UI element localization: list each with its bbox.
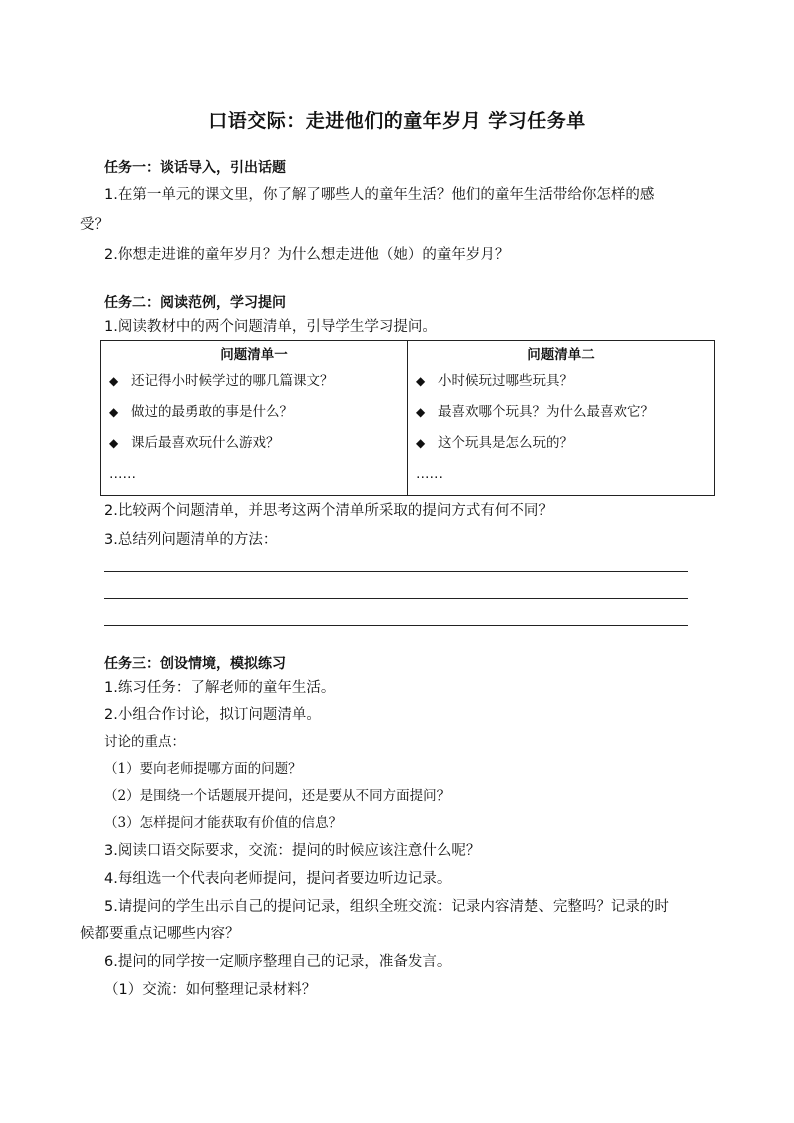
- answer-blank-line[interactable]: [104, 571, 688, 572]
- task3-item5-line2: 候都要重点记哪些内容？: [80, 926, 240, 942]
- task1-heading: 任务一：谈话导入，引出话题: [104, 160, 286, 176]
- answer-blank-line[interactable]: [104, 625, 688, 626]
- question-list-two-title: 问题清单二: [408, 341, 715, 370]
- task3-item1: 1.练习任务：了解老师的童年生活。: [104, 680, 336, 696]
- task3-item3: 3.阅读口语交际要求，交流：提问的时候应该注意什么呢？: [104, 843, 481, 859]
- question-list-two: [408, 369, 715, 496]
- task1-question1-line2: 受？: [80, 217, 109, 233]
- task2-heading: 任务二：阅读范例，学习提问: [104, 295, 286, 311]
- task3-item2: 2.小组合作讨论，拟订问题清单。: [104, 707, 321, 723]
- question-list-one-title: 问题清单一: [101, 341, 408, 370]
- list-item: ◆ 课后最喜欢玩什么游戏？: [101, 431, 407, 462]
- task3-focus-label: 讨论的重点：: [104, 734, 185, 750]
- diamond-bullet-icon: ◆: [109, 374, 119, 388]
- task2-item3: 3.总结列问题清单的方法：: [104, 532, 278, 548]
- task2-item2: 2.比较两个问题清单，并思考这两个清单所采取的提问方式有何不同？: [104, 503, 553, 519]
- diamond-bullet-icon: ◆: [109, 405, 119, 419]
- question-list-table: [100, 340, 715, 496]
- task3-heading: 任务三：创设情境，模拟练习: [104, 656, 286, 672]
- task1-question2: 2.你想走进谁的童年岁月？为什么想走进他（她）的童年岁月？: [104, 247, 510, 263]
- list-item: ◆ 做过的最勇敢的事是什么？: [101, 400, 407, 431]
- answer-blank-line[interactable]: [104, 598, 688, 599]
- diamond-bullet-icon: ◆: [416, 405, 426, 419]
- task3-focus3: （3）怎样提问才能获取有价值的信息？: [104, 815, 343, 831]
- task1-question1-line1: 1.在第一单元的课文里，你了解了哪些人的童年生活？他们的童年生活带给你怎样的感: [104, 187, 655, 203]
- list-item: ◆ 还记得小时候学过的哪几篇课文？: [101, 369, 407, 400]
- ellipsis-text: ……: [416, 466, 443, 482]
- task3-item6-sub1: （1）交流：如何整理记录材料？: [104, 982, 317, 998]
- task3-focus2: （2）是围绕一个话题展开提问，还是要从不同方面提问？: [104, 788, 451, 804]
- task2-item1: 1.阅读教材中的两个问题清单，引导学生学习提问。: [104, 319, 437, 335]
- list-item: ◆ 小时候玩过哪些玩具？: [408, 369, 714, 400]
- task3-item6: 6.提问的同学按一定顺序整理自己的记录，准备发言。: [104, 954, 452, 970]
- list-item: ◆ 最喜欢哪个玩具？为什么最喜欢它？: [408, 400, 714, 431]
- diamond-bullet-icon: ◆: [109, 436, 119, 450]
- diamond-bullet-icon: ◆: [416, 374, 426, 388]
- task3-item5-line1: 5.请提问的学生出示自己的提问记录，组织全班交流：记录内容清楚、完整吗？记录的时: [104, 899, 669, 915]
- task3-focus1: （1）要向老师提哪方面的问题？: [104, 761, 302, 777]
- ellipsis-text: ……: [109, 466, 136, 482]
- diamond-bullet-icon: ◆: [416, 436, 426, 450]
- question-list-one: [101, 369, 408, 496]
- task3-item4: 4.每组选一个代表向老师提问，提问者要边听边记录。: [104, 871, 452, 887]
- list-item: ◆ 这个玩具是怎么玩的？: [408, 431, 714, 462]
- page-title: 口语交际：走进他们的童年岁月 学习任务单: [208, 110, 586, 132]
